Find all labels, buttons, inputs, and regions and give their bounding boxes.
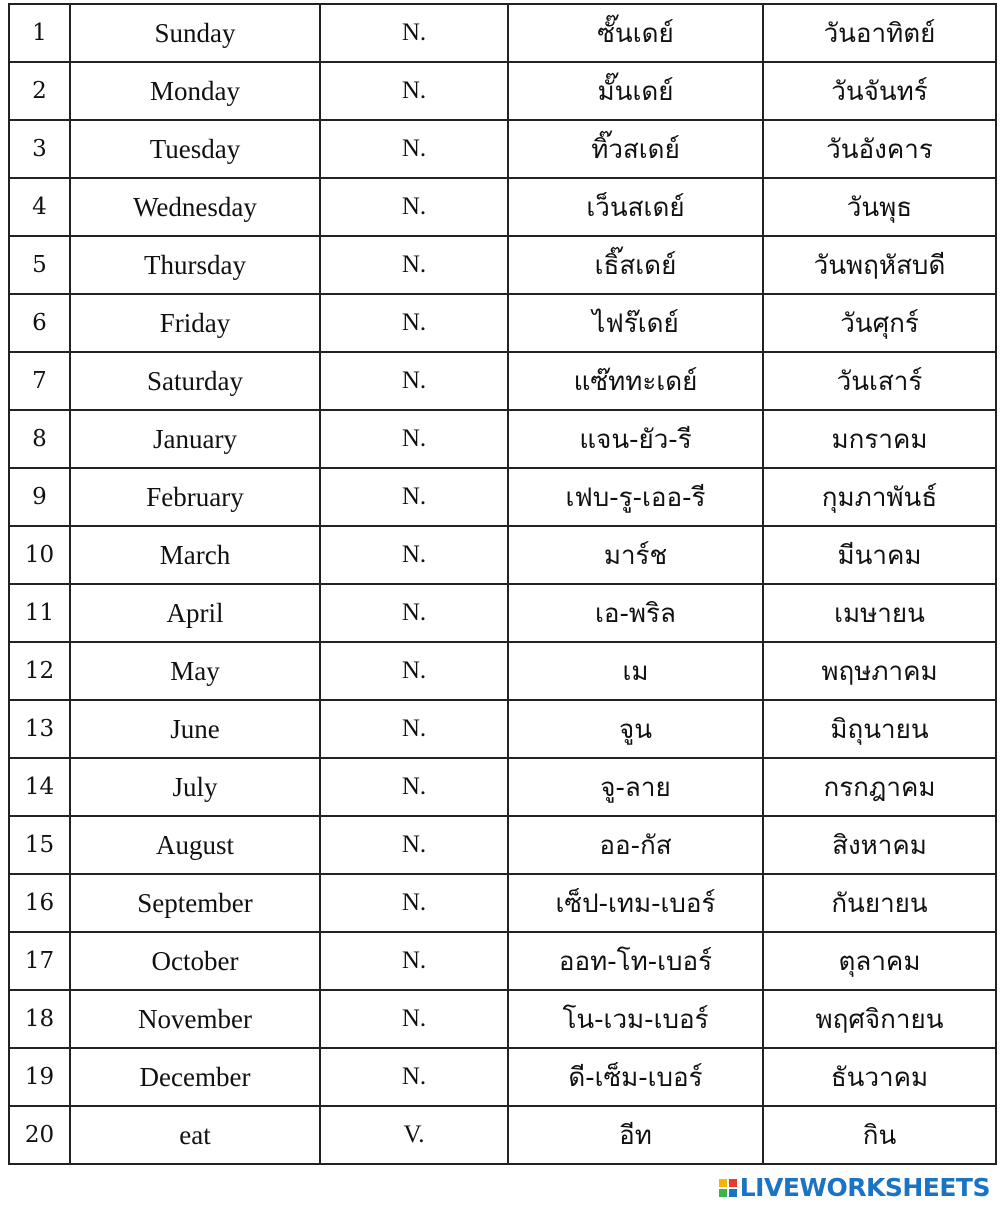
english-word: June: [70, 700, 320, 758]
thai-pronunciation: จู-ลาย: [508, 758, 763, 816]
table-row: [9, 526, 996, 584]
part-of-speech: N.: [320, 236, 508, 294]
thai-meaning: กิน: [763, 1106, 996, 1164]
part-of-speech: N.: [320, 526, 508, 584]
part-of-speech: N.: [320, 642, 508, 700]
english-word: eat: [70, 1106, 320, 1164]
thai-pronunciation: อีท: [508, 1106, 763, 1164]
part-of-speech: N.: [320, 816, 508, 874]
table-row: [9, 700, 996, 758]
logo-square-yellow: [719, 1179, 727, 1187]
thai-meaning: วันจันทร์: [763, 62, 996, 120]
row-number: 8: [9, 410, 70, 468]
english-word: December: [70, 1048, 320, 1106]
thai-meaning: วันเสาร์: [763, 352, 996, 410]
english-word: March: [70, 526, 320, 584]
english-word: September: [70, 874, 320, 932]
english-word: Wednesday: [70, 178, 320, 236]
thai-meaning: กันยายน: [763, 874, 996, 932]
logo-square-green: [719, 1189, 727, 1197]
part-of-speech: N.: [320, 410, 508, 468]
part-of-speech: N.: [320, 468, 508, 526]
english-word: Tuesday: [70, 120, 320, 178]
thai-meaning: วันพฤหัสบดี: [763, 236, 996, 294]
thai-meaning: วันอาทิตย์: [763, 4, 996, 62]
thai-pronunciation: มั๊นเดย์: [508, 62, 763, 120]
thai-pronunciation: เม: [508, 642, 763, 700]
logo-square-red: [729, 1179, 737, 1187]
table-row: [9, 758, 996, 816]
row-number: 6: [9, 294, 70, 352]
table-row: [9, 932, 996, 990]
row-number: 7: [9, 352, 70, 410]
table-row: [9, 236, 996, 294]
thai-meaning: สิงหาคม: [763, 816, 996, 874]
table-row: [9, 1106, 996, 1164]
thai-meaning: มีนาคม: [763, 526, 996, 584]
thai-pronunciation: เธิ๊สเดย์: [508, 236, 763, 294]
row-number: 14: [9, 758, 70, 816]
thai-pronunciation: เอ-พริล: [508, 584, 763, 642]
row-number: 9: [9, 468, 70, 526]
row-number: 2: [9, 62, 70, 120]
vocabulary-rows: [9, 4, 996, 1164]
table-row: [9, 468, 996, 526]
thai-pronunciation: เว็นสเดย์: [508, 178, 763, 236]
table-row: [9, 352, 996, 410]
part-of-speech: N.: [320, 758, 508, 816]
part-of-speech: N.: [320, 584, 508, 642]
row-number: 3: [9, 120, 70, 178]
watermark-text: LIVEWORKSHEETS: [739, 1173, 990, 1202]
vocabulary-table: [8, 3, 997, 1165]
thai-meaning: ตุลาคม: [763, 932, 996, 990]
thai-meaning: เมษายน: [763, 584, 996, 642]
thai-pronunciation: เฟบ-รู-เออ-รี: [508, 468, 763, 526]
thai-meaning: วันอังคาร: [763, 120, 996, 178]
part-of-speech: V.: [320, 1106, 508, 1164]
logo-square-blue: [729, 1189, 737, 1197]
table-row: [9, 178, 996, 236]
english-word: May: [70, 642, 320, 700]
thai-pronunciation: ซั๊นเดย์: [508, 4, 763, 62]
thai-pronunciation: ออท-โท-เบอร์: [508, 932, 763, 990]
part-of-speech: N.: [320, 4, 508, 62]
english-word: July: [70, 758, 320, 816]
english-word: January: [70, 410, 320, 468]
thai-meaning: มกราคม: [763, 410, 996, 468]
table-row: [9, 120, 996, 178]
row-number: 19: [9, 1048, 70, 1106]
table-row: [9, 1048, 996, 1106]
thai-pronunciation: โน-เวม-เบอร์: [508, 990, 763, 1048]
row-number: 13: [9, 700, 70, 758]
row-number: 18: [9, 990, 70, 1048]
row-number: 1: [9, 4, 70, 62]
table-row: [9, 4, 996, 62]
row-number: 4: [9, 178, 70, 236]
thai-pronunciation: ไฟร๊เดย์: [508, 294, 763, 352]
table-row: [9, 642, 996, 700]
row-number: 20: [9, 1106, 70, 1164]
english-word: February: [70, 468, 320, 526]
english-word: August: [70, 816, 320, 874]
row-number: 10: [9, 526, 70, 584]
thai-meaning: กรกฎาคม: [763, 758, 996, 816]
thai-pronunciation: ออ-กัส: [508, 816, 763, 874]
english-word: November: [70, 990, 320, 1048]
row-number: 15: [9, 816, 70, 874]
thai-meaning: วันศุกร์: [763, 294, 996, 352]
table-row: [9, 874, 996, 932]
thai-meaning: พฤษภาคม: [763, 642, 996, 700]
thai-pronunciation: ทิ๊วสเดย์: [508, 120, 763, 178]
english-word: October: [70, 932, 320, 990]
thai-meaning: ธันวาคม: [763, 1048, 996, 1106]
part-of-speech: N.: [320, 700, 508, 758]
part-of-speech: N.: [320, 294, 508, 352]
row-number: 12: [9, 642, 70, 700]
thai-pronunciation: เซ็ป-เทม-เบอร์: [508, 874, 763, 932]
thai-meaning: วันพุธ: [763, 178, 996, 236]
english-word: Friday: [70, 294, 320, 352]
liveworksheets-watermark: [719, 1173, 990, 1202]
thai-pronunciation: มาร์ช: [508, 526, 763, 584]
english-word: April: [70, 584, 320, 642]
english-word: Sunday: [70, 4, 320, 62]
part-of-speech: N.: [320, 1048, 508, 1106]
english-word: Thursday: [70, 236, 320, 294]
thai-meaning: มิถุนายน: [763, 700, 996, 758]
english-word: Saturday: [70, 352, 320, 410]
row-number: 11: [9, 584, 70, 642]
part-of-speech: N.: [320, 874, 508, 932]
row-number: 17: [9, 932, 70, 990]
table-row: [9, 990, 996, 1048]
table-row: [9, 62, 996, 120]
part-of-speech: N.: [320, 120, 508, 178]
thai-pronunciation: จูน: [508, 700, 763, 758]
part-of-speech: N.: [320, 932, 508, 990]
table-row: [9, 410, 996, 468]
part-of-speech: N.: [320, 62, 508, 120]
row-number: 5: [9, 236, 70, 294]
part-of-speech: N.: [320, 990, 508, 1048]
table-row: [9, 584, 996, 642]
liveworksheets-logo-icon: [719, 1179, 737, 1197]
table-row: [9, 294, 996, 352]
part-of-speech: N.: [320, 178, 508, 236]
thai-meaning: กุมภาพันธ์: [763, 468, 996, 526]
table-row: [9, 816, 996, 874]
english-word: Monday: [70, 62, 320, 120]
thai-meaning: พฤศจิกายน: [763, 990, 996, 1048]
thai-pronunciation: แซ๊ททะเดย์: [508, 352, 763, 410]
row-number: 16: [9, 874, 70, 932]
thai-pronunciation: ดี-เซ็ม-เบอร์: [508, 1048, 763, 1106]
part-of-speech: N.: [320, 352, 508, 410]
thai-pronunciation: แจน-ยัว-รี: [508, 410, 763, 468]
